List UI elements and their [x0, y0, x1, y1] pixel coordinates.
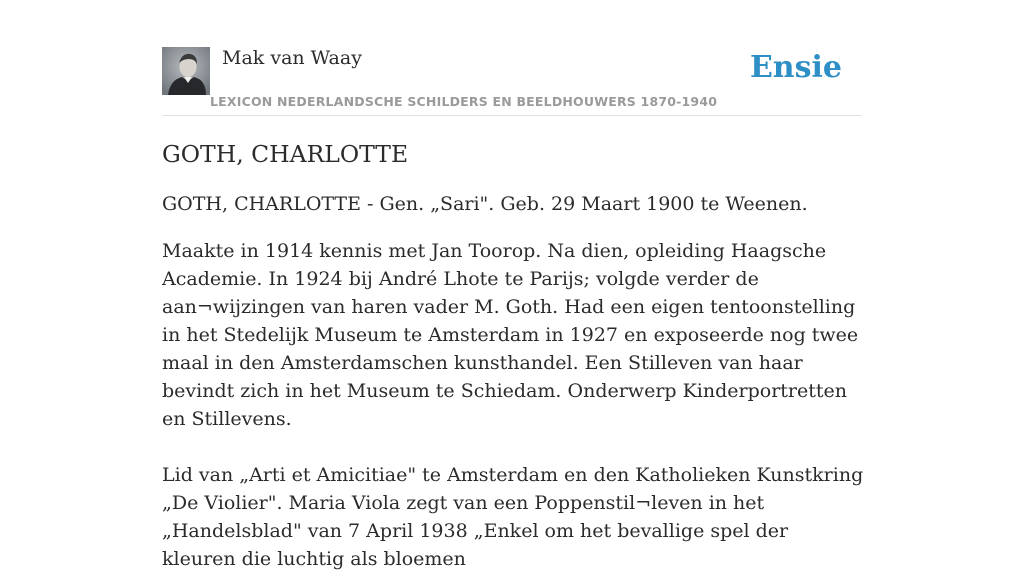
article-paragraph: Lid van „Arti et Amicitiae" te Amsterdam en den Katholieken Kunstkring „De Violier". Maria Viola zegt van een Poppenstil¬leven in het „Handelsblad" van 7 April 1938 „Enkel om het bevallige spel der kleuren die luchtig als bloemen [162, 464, 864, 570]
article-body [162, 138, 867, 573]
author-name[interactable]: Mak van Waay [222, 47, 362, 69]
source-title[interactable]: LEXICON NEDERLANDSCHE SCHILDERS EN BEELDHOUWERS 1870-1940 [210, 94, 718, 109]
page-title: GOTH, CHARLOTTE [162, 140, 409, 168]
brand-logo[interactable]: Ensie [749, 50, 842, 85]
article-paragraph: Maakte in 1914 kennis met Jan Toorop. Na dien, opleiding Haagsche Academie. In 1924 bij André Lhote te Parijs; volgde verder de aan¬wijzingen van haren vader M. Goth. Had een eigen tentoonstelling in het Stedelijk Museum te Amsterdam in 1927 en exposeerde nog twee maal in den Amsterdamschen kunsthandel. Een Stilleven van haar bevindt zich in het Museum te Schiedam. Onderwerp Kinderportretten en Stillevens. [162, 240, 859, 430]
article-subtitle: GOTH, CHARLOTTE - Gen. „Sari". Geb. 29 Maart 1900 te Weenen. [162, 193, 808, 215]
portrait-icon [162, 47, 210, 95]
article-header [162, 46, 862, 116]
author-avatar[interactable] [162, 47, 210, 95]
